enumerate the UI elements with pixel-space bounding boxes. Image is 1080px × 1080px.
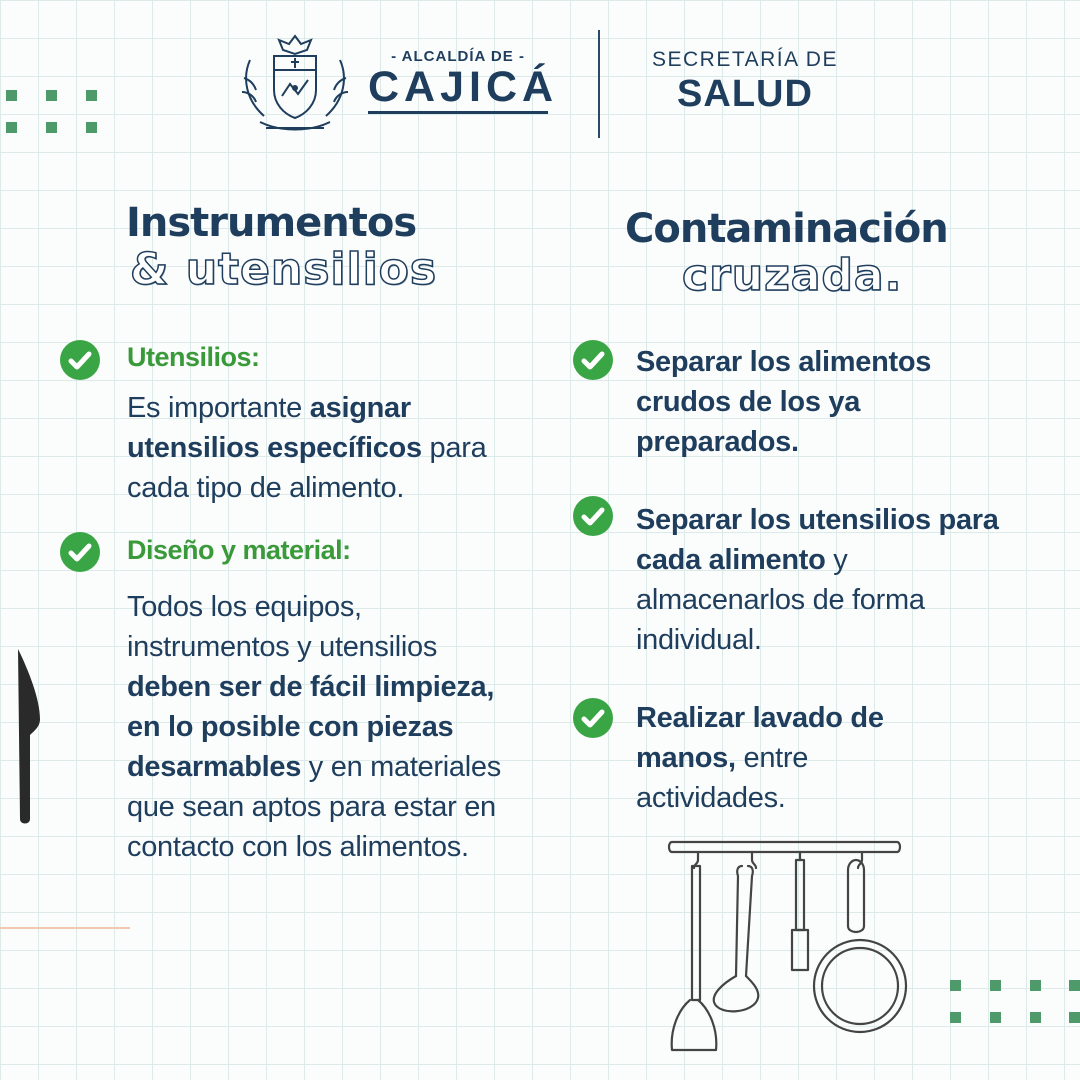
knife-icon — [14, 645, 44, 825]
right-subtitle: cruzada. — [682, 250, 903, 301]
check-icon — [573, 340, 613, 380]
secretaria-label: SECRETARÍA DE — [652, 48, 838, 71]
municipality-name: CAJICÁ — [368, 65, 548, 114]
item-heading: Utensilios: — [127, 342, 260, 372]
crest-icon — [236, 30, 354, 138]
item-heading: Diseño y material: — [127, 535, 351, 565]
check-icon — [573, 496, 613, 536]
secretaria-name: SALUD — [677, 73, 813, 115]
item-body: Separar los utensilios para cada alimento y almacenarlos de forma individual. — [636, 504, 999, 656]
left-subtitle: & utensilios — [130, 244, 438, 295]
decor-line — [0, 927, 130, 929]
check-icon — [573, 698, 613, 738]
header-divider — [598, 30, 600, 138]
check-icon — [60, 340, 100, 380]
item-body: Realizar lavado de manos, entre actividades. — [636, 702, 884, 814]
left-title: Instrumentos — [126, 200, 417, 246]
header — [0, 0, 1080, 150]
alcaldia-label: - ALCALDÍA DE - — [391, 48, 525, 65]
item-body: Todos los equipos, instrumentos y utensilios deben ser de fácil limpieza, en lo posible con piezas desarmables y en materiales que sean aptos para estar en contacto con los alimentos. — [127, 591, 501, 863]
hanging-utensils-icon — [660, 830, 910, 1070]
item-body: Es importante asignar utensilios específicos para cada tipo de alimento. — [127, 392, 487, 504]
secretaria-logo-text — [640, 48, 850, 116]
check-icon — [60, 532, 100, 572]
item-body: Separar los alimentos crudos de los ya preparados. — [636, 346, 932, 458]
right-title: Contaminación — [625, 206, 948, 252]
alcaldia-logo-text — [368, 48, 559, 114]
